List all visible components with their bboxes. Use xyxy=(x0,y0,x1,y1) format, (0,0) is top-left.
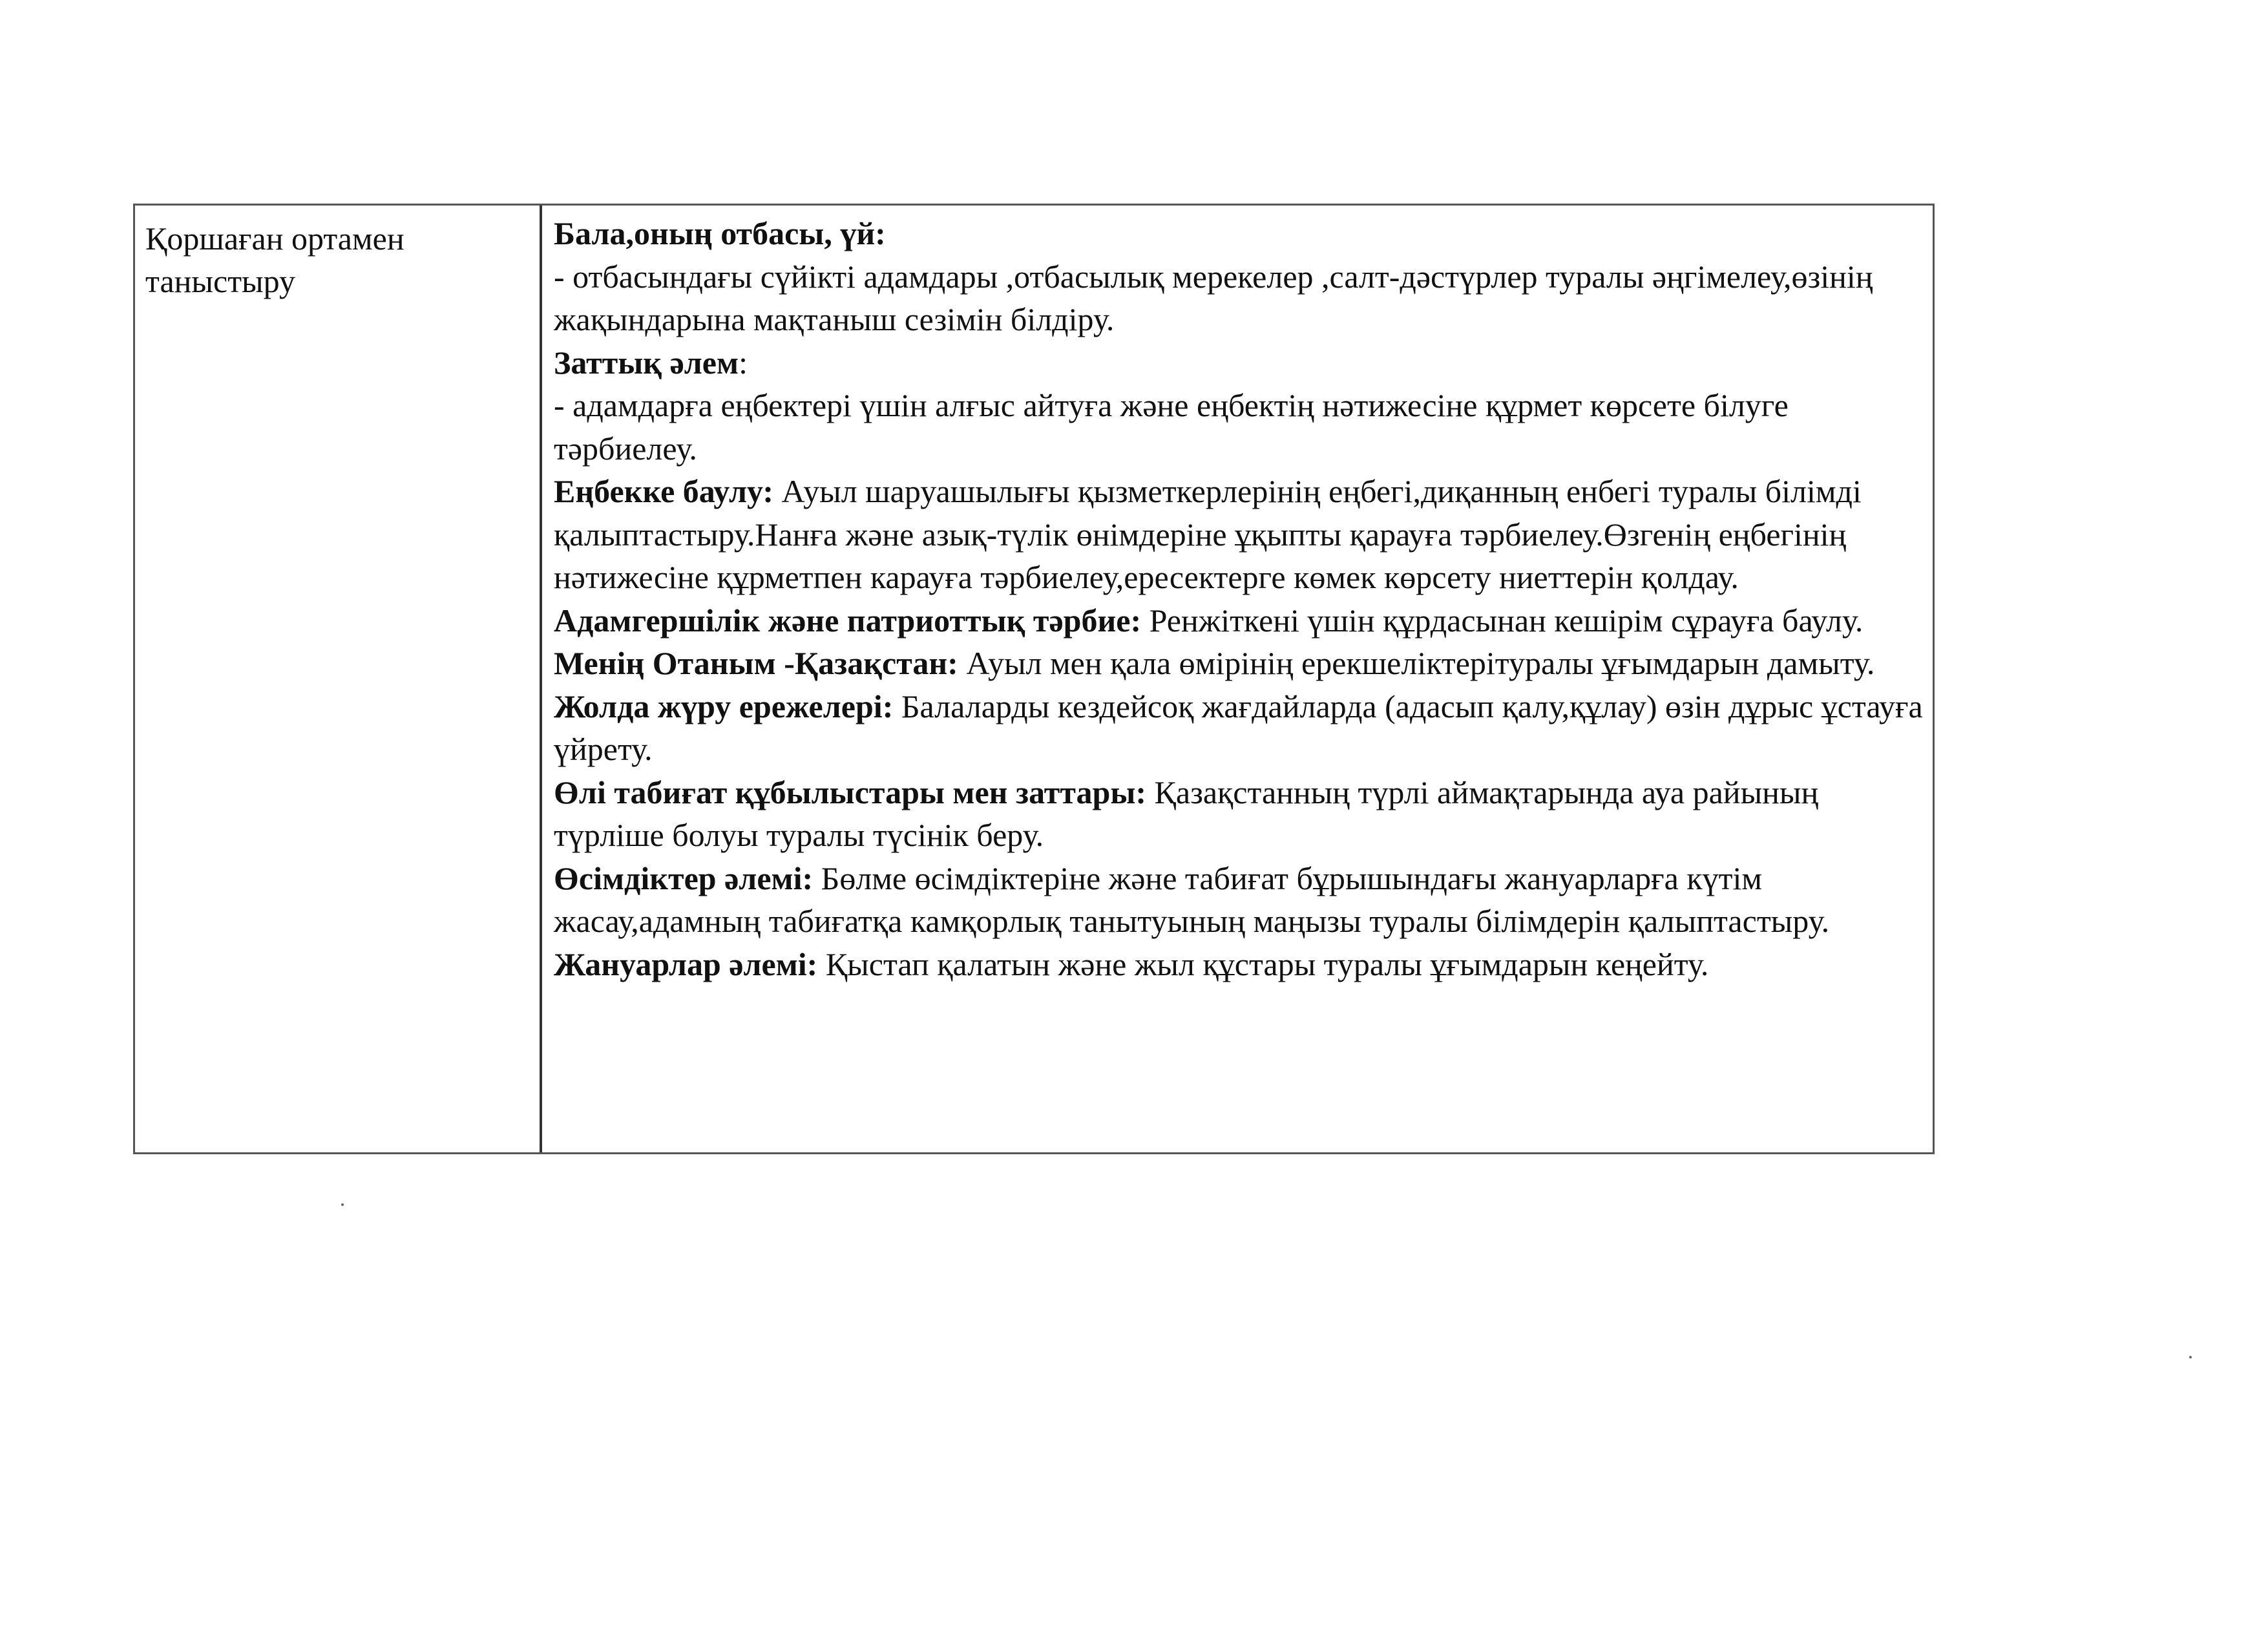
section-heading: Өлі табиғат құбылыстары мен заттары: xyxy=(554,774,1147,810)
section-homeland xyxy=(554,642,1924,685)
scan-speck xyxy=(2189,1356,2192,1358)
section-heading: Менің Отаным -Қазақстан: xyxy=(554,645,958,681)
section-objects xyxy=(554,341,1924,385)
section-labor xyxy=(554,470,1924,599)
content-cell xyxy=(542,206,1933,1152)
subject-label: Қоршаған ортамен таныстыру xyxy=(145,220,404,299)
section-text: Балаларды кездейсоқ жағдайларда (адасып қалу,құлау) өзін дұрыс ұстауға үйрету. xyxy=(554,688,1923,767)
section-text: Қыстап қалатын және жыл құстары туралы ұғымдарын кеңейту. xyxy=(817,945,1709,982)
section-road-rules xyxy=(554,685,1924,771)
section-heading: Өсімдіктер әлемі: xyxy=(554,860,814,896)
section-heading: Заттық әлем xyxy=(554,344,739,381)
section-heading: Еңбекке баулу: xyxy=(554,473,774,509)
section-text: : xyxy=(739,344,748,381)
section-heading: Адамгершілік және патриоттық тәрбие: xyxy=(554,602,1142,639)
section-text: Ауыл шаруашылығы қызметкерлерінің еңбегі,диқанның енбегі туралы білімді қалыптастыру.Нанға және азық-түлік өнімдеріне ұқыпты қарауға тәрбиелеу.Өзгенің еңбегінің нәтижесіне құрметпен карауға тәрбиелеу,ересектерге көмек көрсету ниеттерін қолдау. xyxy=(554,473,1862,595)
section-text: Ауыл мен қала өмірінің ерекшеліктерітуралы ұғымдарын дамыту. xyxy=(958,645,1875,681)
section-text: - отбасындағы сүйікті адамдары ,отбасылық мерекелер ,салт-дәстүрлер туралы әңгімелеу,өзінің жақындарына мақтаныш сезімін білдіру. xyxy=(554,258,1873,337)
section-family-text xyxy=(554,255,1924,341)
section-plants xyxy=(554,857,1924,943)
section-text: Ренжіткені үшін құрдасынан кешірім сұрауға баулу. xyxy=(1141,602,1864,639)
section-heading: Бала,оның отбасы, үй: xyxy=(554,215,886,251)
section-text: Бөлме өсімдіктеріне және табиғат бұрышындағы жануарларға күтім жасау,адамның табиғатқа камқорлық танытуының маңызы туралы білімдерін қалыптастыру. xyxy=(554,860,1830,939)
curriculum-table xyxy=(133,204,1935,1154)
subject-cell xyxy=(135,206,542,1152)
section-heading: Жануарлар әлемі: xyxy=(554,945,818,982)
scan-speck xyxy=(341,1203,344,1206)
section-heading: Жолда жүру ережелері: xyxy=(554,688,894,724)
section-text: - адамдарға еңбектері үшін алғыс айтуға және еңбектің нәтижесіне құрмет көрсете білуге тәрбиелеу. xyxy=(554,387,1789,467)
section-moral xyxy=(554,599,1924,642)
section-family xyxy=(554,212,1924,255)
section-animals xyxy=(554,943,1924,986)
section-inanimate-nature xyxy=(554,771,1924,857)
section-objects-text xyxy=(554,384,1924,470)
section-text: Қазақстанның түрлі аймақтарында ауа райының түрліше болуы туралы түсінік беру. xyxy=(554,774,1819,853)
